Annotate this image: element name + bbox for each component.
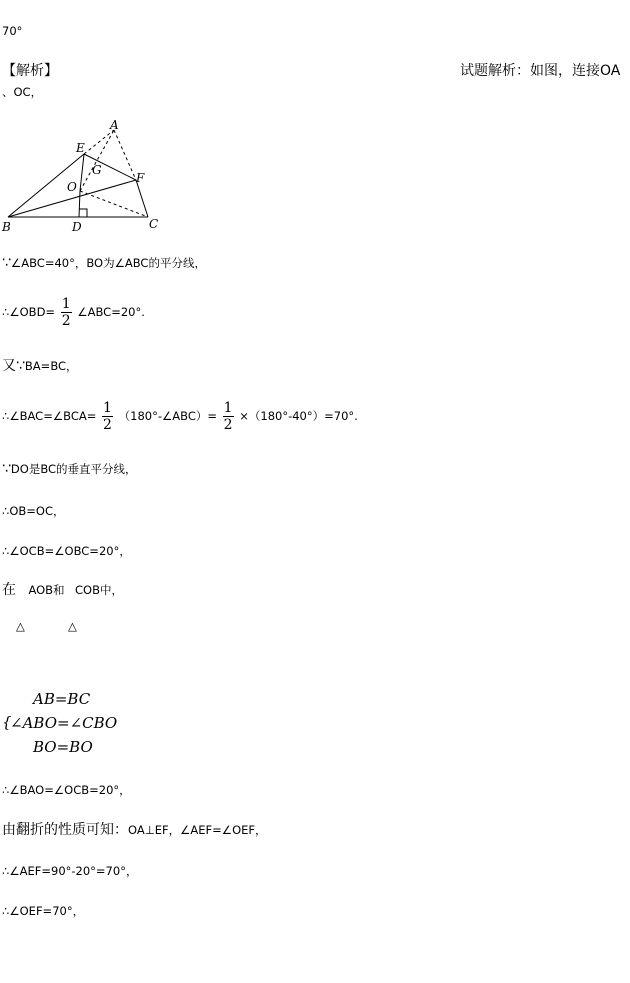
label-G: G — [92, 163, 102, 177]
segment-OC-dashed — [80, 191, 148, 217]
line-12: ∴∠AEF=90°-20°=70°， — [2, 864, 138, 878]
label-B: B — [2, 220, 11, 234]
segment-EA-dashed — [84, 130, 114, 154]
triangle-symbol-2: △ — [68, 619, 77, 633]
fraction-half: $\frac{1}{2}$ — [223, 400, 233, 433]
line-8: 在 AOB和 COB中， — [2, 582, 123, 598]
label-O: O — [67, 180, 77, 194]
label-F: F — [136, 171, 145, 185]
system-brace: { — [2, 713, 12, 731]
segment-FC — [136, 180, 148, 217]
label-E: E — [76, 141, 85, 155]
line-11: 由翻折的性质可知：OA⊥EF，∠AEF=∠OEF， — [2, 822, 267, 838]
line-1: ∵∠ABC=40°，BO为∠ABC的平分线， — [2, 255, 206, 271]
fraction-half: $\frac{1}{2}$ — [61, 296, 71, 329]
analysis-heading: 【解析】 — [2, 63, 58, 79]
line-10: ∴∠BAO=∠OCB=20°， — [2, 783, 131, 797]
line-2: ∴∠OBD= $\frac{1}{2}$ ∠ABC=20°. — [2, 296, 145, 329]
fraction-half: $\frac{1}{2}$ — [103, 400, 112, 433]
analysis-intro-cont: 、OC， — [2, 85, 43, 99]
label-D: D — [72, 220, 82, 234]
analysis-intro: 试题解析：如图，连接OA — [460, 63, 621, 79]
line-6: ∴OB=OC， — [2, 504, 65, 518]
segment-OD — [79, 191, 80, 217]
label-A: A — [110, 118, 119, 132]
line-7: ∴∠OCB=∠OBC=20°， — [2, 544, 131, 558]
answer-text: 70° — [2, 24, 23, 38]
geometry-figure — [0, 118, 170, 236]
line-4: ∴∠BAC=∠BCA= $\frac{1}{2}$ （180°-∠ABC）= $\frac{1}{2}$ ×（180°-40°）=70°. — [2, 400, 358, 433]
line-5: ∵DO是BC的垂直平分线， — [2, 461, 137, 477]
segment-AF-dashed — [114, 130, 136, 180]
line-13: ∴∠OEF=70°， — [2, 904, 85, 918]
line-3: 又∵BA=BC， — [2, 358, 78, 374]
right-angle-mark — [79, 209, 87, 217]
system-row-2: ∠ABO=∠CBO — [10, 714, 118, 732]
triangle-symbol-1: △ — [16, 619, 25, 633]
system-row-1: AB=BC — [33, 690, 91, 708]
label-C: C — [149, 217, 159, 231]
system-row-3: BO=BO — [33, 738, 93, 756]
